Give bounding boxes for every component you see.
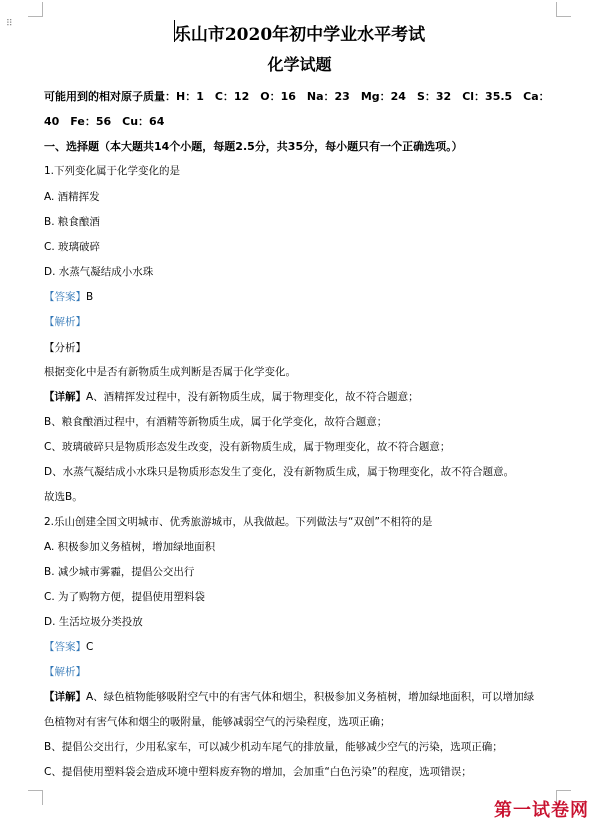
question-stem: 1.下列变化属于化学变化的是 bbox=[44, 165, 181, 177]
answer-value: B bbox=[86, 291, 94, 303]
option-a: A. 积极参加义务植树，增加绿地面积 bbox=[44, 541, 216, 553]
question-stem: 2.乐山创建全国文明城市、优秀旅游城市，从我做起。下列做法与“双创”不相符的是 bbox=[44, 516, 433, 528]
option-c: C. 玻璃破碎 bbox=[44, 241, 101, 253]
page-corner-mark bbox=[28, 2, 43, 17]
atomic-mass-line: 可能用到的相对原子质量：H：1 C：12 O：16 Na：23 Mg：24 S：32 Cl：35.5 Ca： bbox=[44, 90, 550, 103]
answer-label: 【答案】 bbox=[44, 641, 86, 653]
drag-handle-icon[interactable]: ⠿ bbox=[6, 19, 14, 29]
detail-line bbox=[44, 689, 579, 704]
detail-label: 【详解】 bbox=[44, 691, 86, 703]
detail-text: A、酒精挥发过程中，没有新物质生成，属于物理变化，故不符合题意； bbox=[86, 391, 419, 403]
fenxi-text: 根据变化中是否有新物质生成判断是否属于化学变化。 bbox=[44, 366, 296, 378]
answer-label: 【答案】 bbox=[44, 291, 86, 303]
section-heading: 一、选择题（本大题共14个小题，每题2.5分，共35分，每小题只有一个正确选项。） bbox=[44, 140, 463, 153]
page-corner-mark bbox=[556, 2, 571, 17]
page-subtitle: 化学试题 bbox=[267, 55, 332, 74]
page-title: 乐山市2020年初中学业水平考试 bbox=[173, 25, 426, 45]
fenxi-label: 【分析】 bbox=[44, 342, 86, 354]
option-c: C. 为了购物方便，提倡使用塑料袋 bbox=[44, 591, 206, 603]
analysis-label: 【解析】 bbox=[44, 316, 86, 328]
detail-line: 色植物对有害气体和烟尘的吸附量，能够减弱空气的污染程度，选项正确； bbox=[44, 716, 391, 728]
detail-line: B、粮食酿酒过程中，有酒精等新物质生成，属于化学变化，故符合题意； bbox=[44, 416, 388, 428]
detail-line: B、提倡公交出行，少用私家车，可以减少机动车尾气的排放量，能够减少空气的污染，选项正确； bbox=[44, 741, 503, 753]
conclusion-line: 故选B。 bbox=[44, 491, 83, 503]
answer-line bbox=[44, 289, 579, 304]
detail-line bbox=[44, 389, 579, 404]
option-b: B. 粮食酿酒 bbox=[44, 216, 100, 228]
option-b: B. 减少城市雾霾，提倡公交出行 bbox=[44, 566, 195, 578]
option-d: D. 水蒸气凝结成小水珠 bbox=[44, 266, 154, 278]
page-corner-mark bbox=[28, 790, 43, 805]
option-a: A. 酒精挥发 bbox=[44, 191, 100, 203]
detail-line: C、提倡使用塑料袋会造成环境中塑料废弃物的增加，会加重“白色污染”的程度，选项错误； bbox=[44, 766, 472, 778]
detail-line: D、水蒸气凝结成小水珠只是物质形态发生了变化，没有新物质生成，属于物理变化，故不符合题意。 bbox=[44, 466, 515, 478]
analysis-label: 【解析】 bbox=[44, 666, 86, 678]
answer-value: C bbox=[86, 641, 94, 653]
detail-label: 【详解】 bbox=[44, 391, 86, 403]
detail-line: C、玻璃破碎只是物质形态发生改变，没有新物质生成，属于物理变化，故不符合题意； bbox=[44, 441, 451, 453]
watermark-logo: 第一试卷网 bbox=[494, 800, 589, 821]
atomic-mass-line: 40 Fe：56 Cu：64 bbox=[44, 115, 165, 128]
answer-line bbox=[44, 639, 579, 654]
detail-text: A、绿色植物能够吸附空气中的有害气体和烟尘，积极参加义务植树，增加绿地面积，可以增加绿 bbox=[86, 691, 535, 703]
option-d: D. 生活垃圾分类投放 bbox=[44, 616, 143, 628]
